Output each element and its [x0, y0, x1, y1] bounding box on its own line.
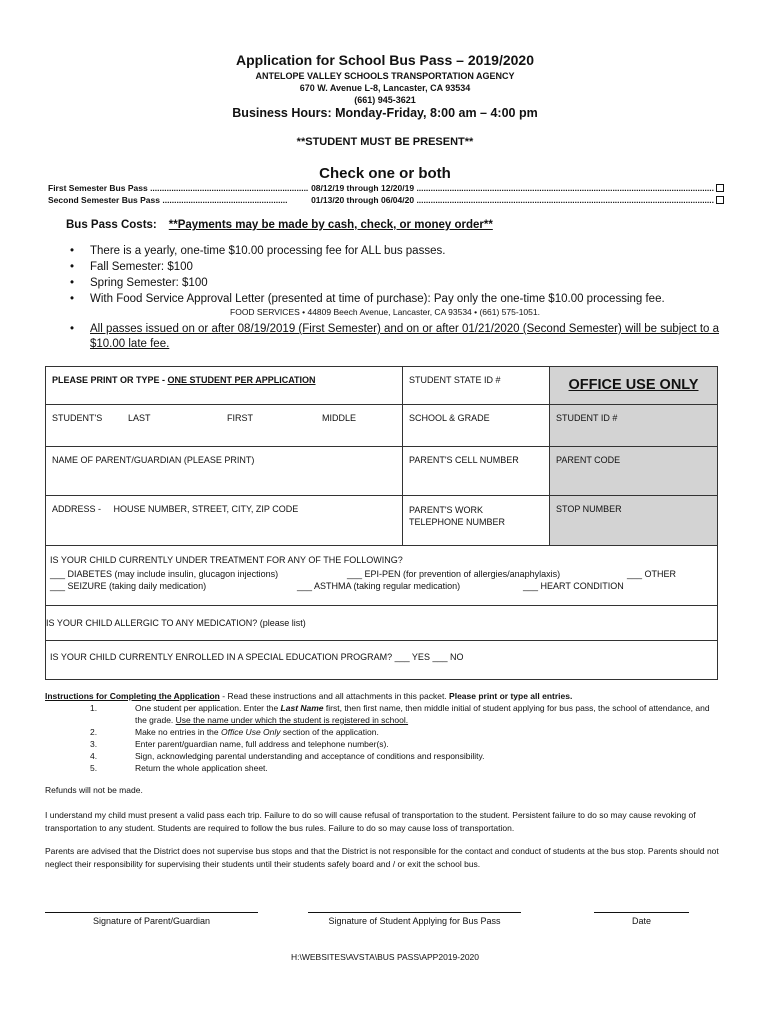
- other-option[interactable]: ___ OTHER: [627, 569, 677, 579]
- student-present-notice: **STUDENT MUST BE PRESENT**: [296, 136, 474, 148]
- step-3: Enter parent/guardian name, full address and telephone number(s).: [135, 739, 389, 749]
- parent-cell-field[interactable]: [402, 446, 550, 496]
- state-id-field[interactable]: [402, 366, 550, 405]
- school-grade-label: SCHOOL & GRADE: [409, 413, 490, 423]
- agency-address: 670 W. Avenue L-8, Lancaster, CA 93534: [299, 83, 471, 93]
- parent-signature-line[interactable]: [45, 912, 258, 913]
- food-services: FOOD SERVICES • 44809 Beech Avenue, Lancaster, CA 93534 • (661) 575-1051.: [230, 307, 540, 317]
- divider: [46, 640, 718, 641]
- list-item: • Spring Semester: $100: [70, 275, 740, 291]
- step-1: One student per application. Enter the Last Name first, then first name, then middle initial of student applying for bus pass, the school of attendance, and the grade. Use the name under which the student is registered in school.: [135, 703, 710, 725]
- list-item: 3. Enter parent/guardian name, full address and telephone number(s).: [90, 738, 710, 750]
- students-label: STUDENT'S: [52, 413, 103, 423]
- asthma-option[interactable]: ___ ASTHMA (taking regular medication): [297, 581, 461, 591]
- student-id-label: STUDENT ID #: [556, 413, 618, 423]
- medical-section: [45, 545, 718, 680]
- heart-option[interactable]: ___ HEART CONDITION: [523, 581, 624, 591]
- agency-name: ANTELOPE VALLEY SCHOOLS TRANSPORTATION AGENCY: [255, 71, 515, 81]
- first-semester-label: First Semester Bus Pass: [48, 183, 148, 193]
- address-label: ADDRESS -: [52, 504, 102, 514]
- first-label: FIRST: [227, 413, 253, 423]
- costs-label: Bus Pass Costs:: [66, 219, 157, 231]
- parent-name-label: NAME OF PARENT/GUARDIAN (PLEASE PRINT): [52, 455, 255, 465]
- list-item: 2. Make no entries in the Office Use Only section of the application.: [90, 726, 710, 738]
- student-name-field[interactable]: [45, 404, 403, 447]
- middle-label: MIDDLE: [322, 413, 357, 423]
- list-item: • There is a yearly, one-time $10.00 processing fee for ALL bus passes.: [70, 243, 740, 259]
- step-5: Return the whole application sheet.: [135, 763, 268, 773]
- divider: [46, 605, 718, 606]
- office-use-header: OFFICE USE ONLY: [549, 366, 718, 405]
- special-ed-question[interactable]: IS YOUR CHILD CURRENTLY ENROLLED IN A SPECIAL EDUCATION PROGRAM? ___ YES ___ NO: [50, 652, 464, 662]
- first-semester-row: First Semester Bus Pass ................................................................... 08/12/19 through 12/20/19 ..............................................................................................................................: [48, 183, 724, 193]
- page-title: Application for School Bus Pass – 2019/2020: [236, 52, 534, 68]
- parent-cell-label: PARENT'S CELL NUMBER: [409, 455, 519, 465]
- list-item: • With Food Service Approval Letter (presented at time of purchase): Pay only the one-time $10.00 processing fee.: [70, 291, 740, 307]
- late-fee-text: All passes issued on or after 08/19/2019 (First Semester) and on or after 01/21/2020 (Second Semester) will be subject to a $10.00 late fee.: [90, 323, 720, 350]
- second-semester-checkbox[interactable]: [716, 196, 724, 204]
- understand-paragraph: I understand my child must present a valid pass each trip. Failure to do so will cause refusal of transportation to the student. Persistent failure to do so may cause revoking of transportation to any student. Students are required to follow the bus rules. Failure to do so may cause loss of transportation.: [45, 810, 696, 833]
- payment-note: **Payments may be made by cash, check, or money order**: [168, 219, 493, 231]
- student-signature-label: Signature of Student Applying for Bus Pass: [328, 916, 501, 926]
- last-label: LAST: [128, 413, 151, 423]
- date-line[interactable]: [594, 912, 689, 913]
- second-semester-row: Second Semester Bus Pass ..................................................... 01/13/20 through 06/04/20 ..............................................................................................................................: [48, 195, 724, 205]
- student-id-office-cell: [549, 404, 718, 447]
- file-path-footer: H:\WEBSITES\AVSTA\BUS PASS\APP2019-2020: [290, 952, 480, 962]
- step-4: Sign, acknowledging parental understanding and acceptance of conditions and responsibility.: [135, 751, 485, 761]
- parent-work-label-2: TELEPHONE NUMBER: [409, 517, 506, 527]
- allergic-question[interactable]: IS YOUR CHILD ALLERGIC TO ANY MEDICATION? (please list): [46, 618, 306, 628]
- step-2: Make no entries in the Office Use Only section of the application.: [135, 727, 379, 737]
- bus-pass-costs: [66, 219, 493, 231]
- agency-phone: (661) 945-3621: [354, 95, 416, 105]
- business-hours: Business Hours: Monday-Friday, 8:00 am – 4:00 pm: [232, 106, 538, 120]
- parent-code-office-cell: [549, 446, 718, 496]
- list-item: 1. One student per application. Enter the Last Name first, then first name, then middle initial of student applying for bus pass, the school of attendance, and the grade. Use the name under which the student is registered in school.: [90, 703, 710, 725]
- print-label: PLEASE PRINT OR TYPE -: [52, 375, 168, 385]
- parent-work-label: PARENT'S WORK: [409, 505, 484, 515]
- refunds-note: Refunds will not be made.: [45, 785, 143, 795]
- instructions-intro: Instructions for Completing the Application - Read these instructions and all attachments in this packet. Please print or type all entries.: [45, 691, 573, 701]
- stop-number-office-cell: [549, 495, 718, 546]
- list-item: 4. Sign, acknowledging parental understanding and acceptance of conditions and responsibility.: [90, 750, 710, 762]
- parent-name-field[interactable]: [45, 446, 403, 496]
- parent-signature-label: Signature of Parent/Guardian: [92, 916, 211, 926]
- list-item: 5. Return the whole application sheet.: [90, 762, 710, 774]
- first-semester-dates: 08/12/19 through 12/20/19: [311, 183, 415, 193]
- stop-number-label: STOP NUMBER: [556, 504, 622, 514]
- student-signature-line[interactable]: [308, 912, 521, 913]
- one-student-note: ONE STUDENT PER APPLICATION: [167, 375, 316, 385]
- address-field[interactable]: [45, 495, 403, 546]
- parent-work-phone-field[interactable]: [402, 495, 550, 546]
- date-label: Date: [631, 916, 651, 926]
- cost-list: [70, 243, 740, 307]
- second-semester-label: Second Semester Bus Pass: [48, 195, 160, 205]
- application-form: [45, 366, 718, 680]
- agency-block: [0, 70, 770, 106]
- address-detail-label: HOUSE NUMBER, STREET, CITY, ZIP CODE: [113, 504, 299, 514]
- check-heading: Check one or both: [319, 165, 451, 182]
- instructions-heading: Instructions for Completing the Application: [45, 691, 220, 701]
- first-semester-checkbox[interactable]: [716, 184, 724, 192]
- diabetes-option[interactable]: ___ DIABETES (may include insulin, glucagon injections): [50, 569, 279, 579]
- epipen-option[interactable]: ___ EPI-PEN (for prevention of allergies/anaphylaxis): [347, 569, 561, 579]
- school-grade-field[interactable]: [402, 404, 550, 447]
- advised-paragraph: Parents are advised that the District does not supervise bus stops and that the District is not responsible for the contact and conduct of students at the bus stop. Parents should not neglect their responsibility for supervising their students until their students safely board and / or exit the school bus.: [45, 846, 719, 869]
- print-instruction-cell: [45, 366, 403, 405]
- parent-code-label: PARENT CODE: [556, 455, 621, 465]
- treatment-question: IS YOUR CHILD CURRENTLY UNDER TREATMENT FOR ANY OF THE FOLLOWING?: [50, 555, 403, 565]
- late-fee-item: • All passes issued on or after 08/19/2019 (First Semester) and on or after 01/21/2020 (Second Semester) will be subject to a $10.00 late fee.: [70, 322, 750, 352]
- second-semester-dates: 01/13/20 through 06/04/20: [311, 195, 415, 205]
- state-id-label: STUDENT STATE ID #: [409, 375, 501, 385]
- seizure-option[interactable]: ___ SEIZURE (taking daily medication): [50, 581, 207, 591]
- list-item: • Fall Semester: $100: [70, 259, 740, 275]
